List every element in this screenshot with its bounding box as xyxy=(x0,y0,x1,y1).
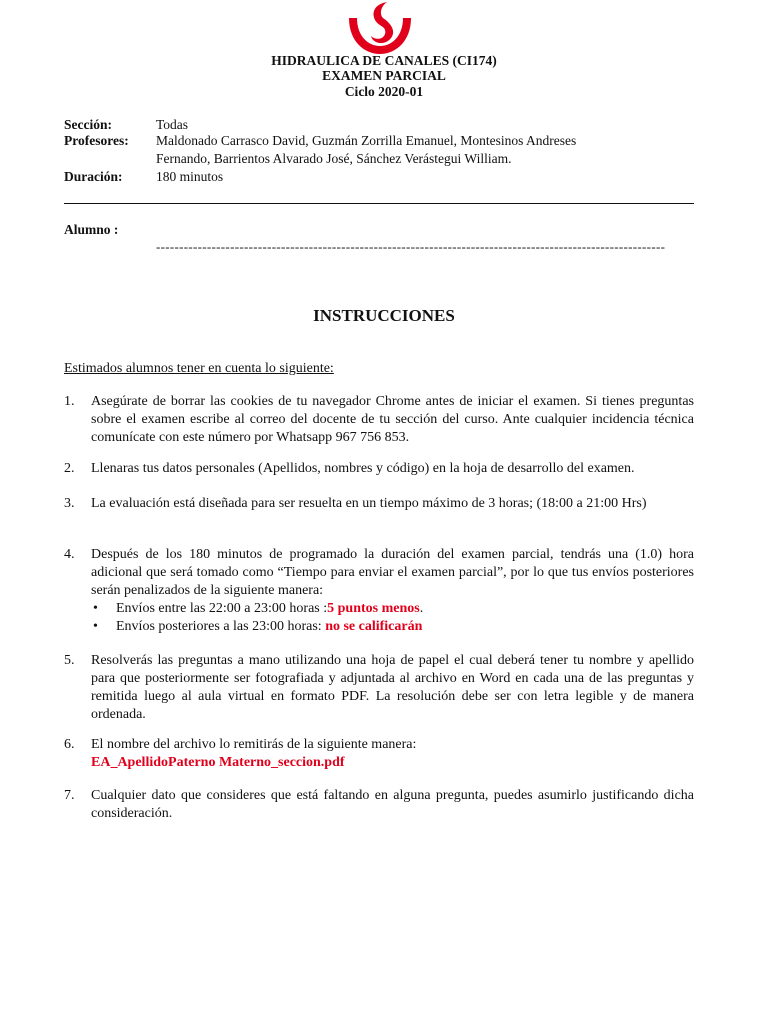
penalty-list xyxy=(91,600,694,636)
instruction-item xyxy=(64,787,694,823)
course-title: HIDRAULICA DE CANALES (CI174) xyxy=(271,53,497,68)
section-value: Todas xyxy=(156,117,189,132)
cycle-title: Ciclo 2020-01 xyxy=(344,84,424,99)
penalty-text: Envíos entre las 22:00 a 23:00 horas : xyxy=(116,601,328,616)
item-text: Después de los 180 minutos de programado la duración del examen parcial, tendrás una (1.0) hora adicional que será tomado como “Tiempo para enviar el examen parcial”, por lo que tus envíos posteriores serán penalizados de la siguiente manera: xyxy=(91,547,694,598)
item-text: Llenaras tus datos personales (Apellidos, nombres y código) en la hoja de desarrollo del examen. xyxy=(91,461,635,476)
penalty-end: . xyxy=(419,601,424,616)
penalty-item xyxy=(91,618,694,636)
university-logo-icon xyxy=(345,0,415,56)
duration-label: Duración: xyxy=(64,169,123,184)
bullet-icon: • xyxy=(93,601,98,616)
instruction-item xyxy=(64,652,694,724)
item-number: 2. xyxy=(64,461,75,476)
item-number: 3. xyxy=(64,496,75,511)
item-number: 1. xyxy=(64,394,75,409)
instruction-item xyxy=(64,546,694,636)
instructions-intro: Estimados alumnos tener en cuenta lo siguiente: xyxy=(64,361,334,376)
instruction-item xyxy=(64,495,694,513)
divider xyxy=(64,203,694,204)
bullet-icon: • xyxy=(93,619,98,634)
student-label: Alumno : xyxy=(64,222,119,237)
item-number: 4. xyxy=(64,547,75,562)
penalty-text: Envíos posteriores a las 23:00 horas: xyxy=(116,619,326,634)
instructions-title: INSTRUCCIONES xyxy=(313,306,455,325)
professors-label: Profesores: xyxy=(64,133,129,148)
student-name-line: -------------------------------------------------------------------------------------------------------------- xyxy=(156,239,666,254)
professors-line-2: Fernando, Barrientos Alvarado José, Sánchez Verástegui William. xyxy=(156,151,512,166)
item-text: El nombre del archivo lo remitirás de la siguiente manera: xyxy=(91,737,417,752)
instruction-item xyxy=(64,393,694,447)
penalty-highlight: no se calificarán xyxy=(325,619,423,634)
filename-format: EA_ApellidoPaterno Materno_seccion.pdf xyxy=(91,755,345,770)
exam-title: EXAMEN PARCIAL xyxy=(322,68,446,83)
penalty-item xyxy=(91,600,694,618)
penalty-highlight: 5 puntos menos xyxy=(327,601,420,616)
item-text: La evaluación está diseñada para ser resuelta en un tiempo máximo de 3 horas; (18:00 a 21:00 Hrs) xyxy=(91,496,647,511)
section-label: Sección: xyxy=(64,117,112,132)
item-text: Resolverás las preguntas a mano utilizando una hoja de papel el cual deberá tener tu nombre y apellido para que posteriormente ser fotografiada y adjuntada al archivo en Word en cada una de las preguntas y remitida luego al aula virtual en formato PDF. La resolución debe ser con letra legible y de manera ordenada. xyxy=(91,653,694,722)
instruction-item xyxy=(64,460,694,478)
item-text: Cualquier dato que consideres que está faltando en alguna pregunta, puedes asumirlo justificando dicha consideración. xyxy=(91,788,694,821)
item-number: 6. xyxy=(64,737,75,752)
item-number: 7. xyxy=(64,788,75,803)
duration-value: 180 minutos xyxy=(156,169,224,184)
item-number: 5. xyxy=(64,653,75,668)
instruction-item xyxy=(64,736,694,772)
item-text: Asegúrate de borrar las cookies de tu navegador Chrome antes de iniciar el examen. Si tienes preguntas sobre el examen escribe al correo del docente de tu sección del curso. Ante cualquier incidencia técnica comunícate con este número por Whatsapp 967 756 853. xyxy=(91,394,694,445)
professors-line-1: Maldonado Carrasco David, Guzmán Zorrilla Emanuel, Montesinos Andreses xyxy=(156,133,577,148)
